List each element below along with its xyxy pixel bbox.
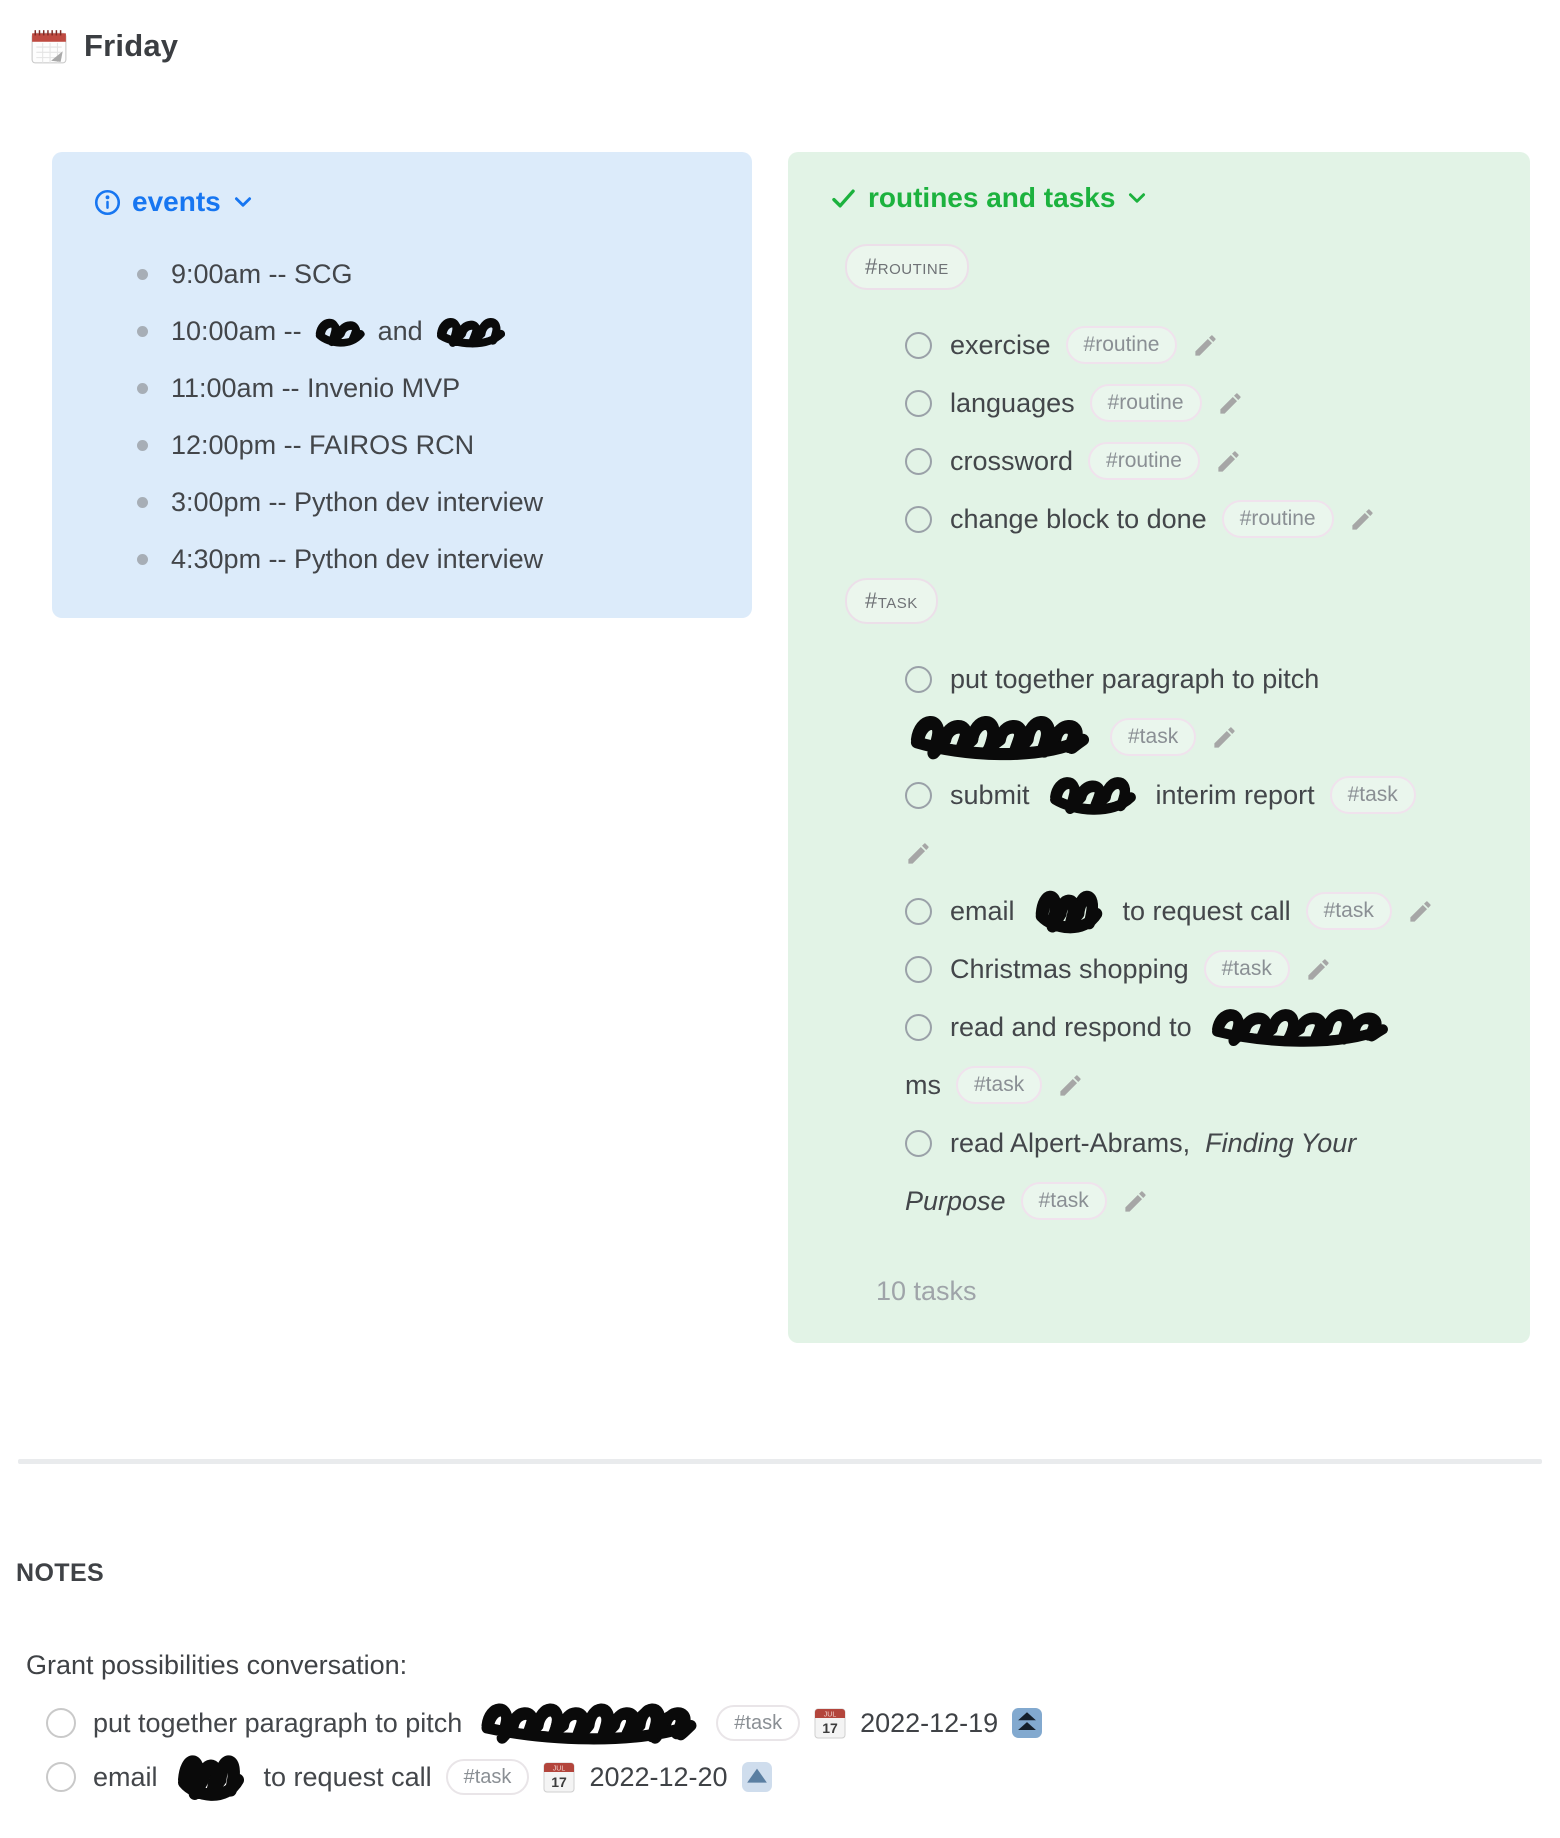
redaction-scribble (433, 314, 509, 350)
tag-pill[interactable]: #routine (1066, 326, 1178, 364)
task-checkbox[interactable] (905, 898, 932, 925)
task-text: put together paragraph to pitch (950, 663, 1320, 694)
bullet-icon (137, 440, 148, 451)
tag-pill[interactable]: #task (1021, 1182, 1107, 1220)
task-line (905, 1056, 1500, 1114)
task-checkbox[interactable] (905, 666, 932, 693)
tasks-card-title[interactable]: routines and tasks (868, 182, 1116, 213)
event-item (137, 303, 722, 360)
task-checkbox[interactable] (905, 332, 932, 359)
priority-medium-icon (742, 1762, 772, 1792)
task-groups (788, 214, 1530, 1230)
edit-pencil-icon[interactable] (1407, 898, 1434, 925)
info-icon (94, 189, 121, 216)
page-title: Friday (84, 28, 179, 63)
task-checkbox[interactable] (905, 1014, 932, 1041)
task-text: change block to done (950, 503, 1207, 534)
task-text: 12:00pm -- FAIROS RCN (171, 430, 475, 460)
edit-pencil-icon[interactable] (1217, 390, 1244, 417)
section-divider (18, 1459, 1542, 1464)
edit-pencil-icon[interactable] (1122, 1188, 1149, 1215)
event-item (137, 531, 722, 588)
task-item (905, 316, 1500, 374)
page-header (0, 0, 1560, 68)
event-list (52, 246, 752, 588)
task-text: 9:00am -- SCG (171, 259, 353, 289)
task-text: exercise (950, 329, 1051, 360)
task-checkbox[interactable] (905, 506, 932, 533)
edit-pencil-icon[interactable] (1349, 506, 1376, 533)
routines-tasks-card (788, 152, 1530, 1343)
task-checkbox[interactable] (905, 956, 932, 983)
task-text: submit (950, 779, 1030, 810)
tag-pill[interactable]: #routine (1090, 384, 1202, 422)
task-line (905, 824, 1500, 882)
task-text: to request call (263, 1761, 432, 1792)
bullet-icon (137, 326, 148, 337)
task-list (905, 316, 1500, 548)
task-text: interim report (1155, 779, 1315, 810)
task-line (905, 490, 1500, 548)
task-list (905, 650, 1500, 1230)
task-text: read Alpert-Abrams, (950, 1127, 1191, 1158)
redaction-scribble (1207, 1004, 1393, 1050)
task-item (905, 650, 1500, 766)
task-text: crossword (950, 445, 1074, 476)
task-checkbox[interactable] (46, 1708, 76, 1738)
notes-section (16, 1559, 1560, 1805)
redaction-scribble (1045, 772, 1141, 818)
tag-pill[interactable]: #task (1204, 950, 1290, 988)
events-card-title[interactable]: events (132, 186, 221, 217)
svg-text:JUL: JUL (823, 1711, 837, 1719)
tag-pill[interactable]: #task (1110, 718, 1196, 756)
edit-pencil-icon[interactable] (1211, 724, 1238, 751)
task-text-italic: Purpose (905, 1185, 1006, 1216)
task-text: 4:30pm -- Python dev interview (171, 544, 544, 574)
task-checkbox[interactable] (46, 1762, 76, 1792)
tasks-card-header (830, 182, 1530, 214)
task-item (905, 766, 1500, 882)
svg-text:17: 17 (551, 1774, 568, 1790)
task-item (905, 940, 1500, 998)
task-item (905, 432, 1500, 490)
tag-section-pill[interactable]: #task (845, 578, 938, 624)
redaction-scribble (1030, 885, 1108, 937)
bullet-icon (137, 383, 148, 394)
edit-pencil-icon[interactable] (905, 840, 932, 867)
tag-pill[interactable]: #task (1330, 776, 1416, 814)
task-checkbox[interactable] (905, 390, 932, 417)
checkmark-icon (830, 185, 857, 212)
tag-pill[interactable]: #task (446, 1759, 530, 1795)
events-card (52, 152, 752, 618)
tag-pill[interactable]: #task (1306, 892, 1392, 930)
task-item (905, 882, 1500, 940)
tag-pill[interactable]: #task (956, 1066, 1042, 1104)
task-line (905, 708, 1500, 766)
task-line (905, 998, 1500, 1056)
task-item (905, 1114, 1500, 1230)
task-text: and (377, 316, 423, 346)
task-item (905, 490, 1500, 548)
task-text: 10:00am -- (171, 316, 302, 346)
edit-pencil-icon[interactable] (1192, 332, 1219, 359)
event-item (137, 417, 722, 474)
event-item (137, 474, 722, 531)
task-item (905, 998, 1500, 1114)
task-line (905, 940, 1500, 998)
bullet-icon (137, 554, 148, 565)
task-checkbox[interactable] (905, 782, 932, 809)
tag-section-pill[interactable]: #routine (845, 244, 969, 290)
task-text: 11:00am -- Invenio MVP (171, 373, 461, 403)
task-text: email (93, 1761, 158, 1792)
chevron-down-icon[interactable] (232, 191, 254, 213)
task-checkbox[interactable] (905, 448, 932, 475)
due-calendar-icon (814, 1707, 846, 1739)
notes-heading: NOTES (16, 1559, 105, 1587)
redaction-scribble (905, 710, 1095, 764)
cards-row (52, 152, 1560, 1343)
redaction-scribble (172, 1749, 250, 1805)
task-checkbox[interactable] (905, 1130, 932, 1157)
redaction-scribble (476, 1698, 702, 1748)
due-date: 2022-12-19 (860, 1707, 999, 1738)
edit-pencil-icon[interactable] (1215, 448, 1242, 475)
task-text: languages (950, 387, 1075, 418)
svg-text:17: 17 (822, 1720, 838, 1736)
task-text: to request call (1122, 895, 1291, 926)
redaction-scribble (312, 315, 368, 349)
notes-intro-text: Grant possibilities conversation: (26, 1650, 408, 1680)
task-line (905, 432, 1500, 490)
edit-pencil-icon[interactable] (1305, 956, 1332, 983)
due-calendar-icon (543, 1761, 575, 1793)
task-line (905, 650, 1500, 708)
note-task-item (46, 1697, 1560, 1749)
task-text: 3:00pm -- Python dev interview (171, 487, 544, 517)
bullet-icon (137, 269, 148, 280)
note-task-list (16, 1697, 1560, 1805)
events-card-header (94, 186, 752, 218)
event-item (137, 246, 722, 303)
task-line (905, 882, 1500, 940)
task-line (905, 374, 1500, 432)
task-line (905, 316, 1500, 374)
spiral-calendar-icon (30, 27, 68, 65)
task-text: email (950, 895, 1015, 926)
task-text: put together paragraph to pitch (93, 1707, 463, 1738)
note-task-item (46, 1749, 1560, 1805)
task-item (905, 374, 1500, 432)
task-text: read and respond to (950, 1011, 1192, 1042)
task-text: Christmas shopping (950, 953, 1189, 984)
bullet-icon (137, 497, 148, 508)
event-item (137, 360, 722, 417)
tag-pill[interactable]: #routine (1088, 442, 1200, 480)
task-line (905, 766, 1500, 824)
task-text: ms (905, 1069, 941, 1100)
task-count: 10 tasks (876, 1276, 977, 1306)
priority-high-icon (1012, 1708, 1042, 1738)
tag-pill[interactable]: #routine (1222, 500, 1334, 538)
task-line (905, 1114, 1500, 1172)
edit-pencil-icon[interactable] (1057, 1072, 1084, 1099)
task-text-italic: Finding Your (1205, 1127, 1357, 1158)
chevron-down-icon[interactable] (1126, 187, 1148, 209)
svg-text:JUL: JUL (553, 1765, 566, 1773)
tag-pill[interactable]: #task (716, 1705, 800, 1741)
due-date: 2022-12-20 (589, 1761, 728, 1792)
task-line (905, 1172, 1500, 1230)
